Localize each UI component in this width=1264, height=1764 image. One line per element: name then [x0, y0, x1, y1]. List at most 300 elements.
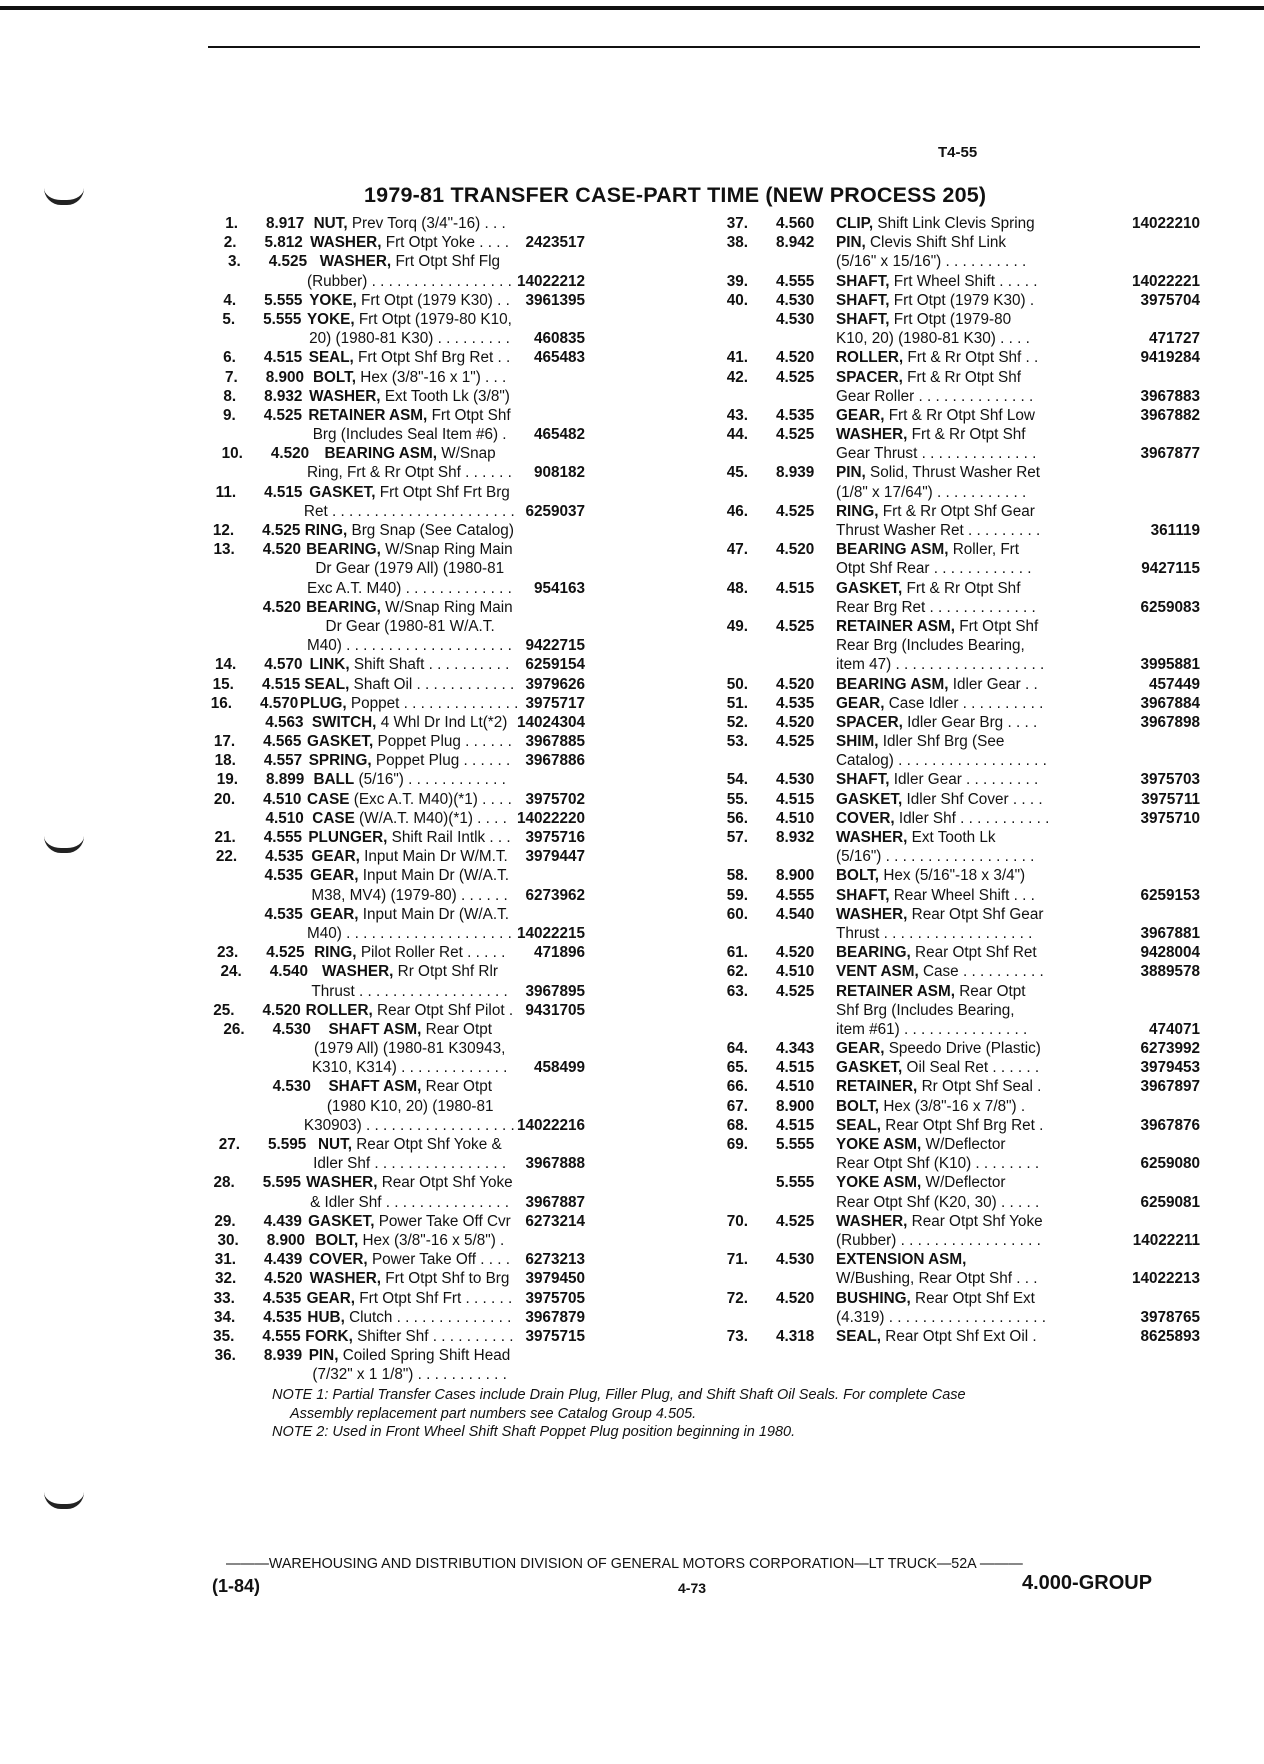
- part-name: GASKET,: [836, 1059, 903, 1077]
- part-description: [309, 291, 510, 310]
- item-number: [200, 579, 237, 598]
- part-name: SHAFT ASM,: [328, 1020, 422, 1038]
- item-number: [700, 444, 750, 463]
- top-border-bar: [0, 6, 1264, 10]
- part-name: RING,: [836, 502, 879, 520]
- item-number: [200, 1116, 236, 1135]
- group-number: [236, 502, 304, 521]
- part-description: [300, 694, 518, 713]
- group-number: 4.525: [776, 982, 815, 1000]
- part-description: [836, 636, 1100, 655]
- part-row: [200, 521, 585, 540]
- part-description: [836, 1250, 1100, 1269]
- part-name: GEAR,: [836, 694, 885, 712]
- part-name: LINK,: [309, 656, 350, 674]
- item-number: 31.: [214, 1251, 237, 1269]
- part-row: [200, 1058, 585, 1077]
- part-description: [836, 866, 1100, 885]
- part-detail: Coiled Spring Shift Head: [342, 1347, 511, 1365]
- part-name: BUSHING,: [836, 1289, 911, 1307]
- part-row: [700, 1058, 1200, 1077]
- group-number: 4.520: [776, 541, 815, 559]
- part-detail: Frt & Rr Otpt Shf: [911, 426, 1026, 444]
- part-detail: Frt Otpt Yoke . . . .: [385, 234, 509, 252]
- part-name: SWITCH,: [311, 713, 377, 731]
- group-number: 4.520: [264, 1270, 303, 1288]
- part-row: [700, 368, 1200, 387]
- item-number: 60.: [726, 905, 748, 923]
- group-number: 4.540: [776, 905, 815, 923]
- part-row: [200, 675, 585, 694]
- part-description: [836, 982, 1100, 1001]
- part-detail: (5/16") . . . . . . . . . . . . . . . . . .: [836, 848, 1035, 866]
- group-number: [245, 617, 325, 636]
- group-number: [240, 425, 313, 444]
- group-number: 4.530: [272, 1078, 311, 1096]
- group-number: 4.525: [263, 406, 302, 424]
- group-number: [750, 1001, 836, 1020]
- part-detail: Frt Otpt Shf Flg: [395, 253, 500, 271]
- item-number: 57.: [726, 829, 748, 846]
- part-description: [314, 1039, 505, 1058]
- part-row: [200, 636, 585, 655]
- part-description: [836, 751, 1100, 770]
- part-number: [1100, 1173, 1200, 1192]
- part-detail: (1979 All) (1980-81 K30943,: [314, 1040, 506, 1058]
- part-number: 3967877: [1140, 445, 1200, 463]
- part-row: [200, 387, 585, 406]
- part-number: 3975704: [1140, 291, 1200, 309]
- part-row: [700, 770, 1200, 789]
- part-description: [836, 943, 1100, 962]
- part-detail: Poppet Plug . . . . . .: [375, 752, 511, 770]
- part-detail: W/Snap: [441, 445, 496, 463]
- part-detail: Pilot Roller Ret . . . . .: [360, 944, 506, 962]
- item-number: 4.: [223, 291, 237, 309]
- group-number: 4.530: [776, 1251, 815, 1269]
- item-number: [700, 655, 750, 674]
- part-row: [200, 1289, 585, 1308]
- part-name: RETAINER ASM,: [836, 617, 955, 635]
- item-number: 42.: [726, 368, 748, 386]
- part-number: [500, 252, 585, 271]
- part-row: [200, 502, 585, 521]
- part-number: 460835: [533, 330, 585, 348]
- part-detail: Thrust . . . . . . . . . . . . . . . . . .: [836, 924, 1033, 942]
- part-row: [200, 1135, 585, 1154]
- group-number: 4.318: [776, 1327, 815, 1345]
- item-number: [700, 1193, 750, 1212]
- part-row: [200, 329, 585, 348]
- part-name: WASHER,: [836, 426, 908, 444]
- group-number: 4.525: [776, 502, 815, 520]
- part-name: ROLLER,: [836, 349, 904, 367]
- part-row: [700, 348, 1200, 367]
- part-row: [700, 655, 1200, 674]
- part-number: 6259083: [1140, 598, 1200, 616]
- item-number: [700, 636, 750, 655]
- part-row: [700, 233, 1200, 252]
- part-number: [512, 310, 585, 329]
- part-detail: (5/16") . . . . . . . . . . . .: [358, 771, 506, 789]
- item-number: 37.: [726, 215, 748, 232]
- part-number: [1100, 252, 1200, 271]
- item-number: 29.: [214, 1212, 236, 1230]
- group-number: 4.525: [776, 1212, 815, 1230]
- part-row: [700, 406, 1200, 425]
- part-row: [700, 732, 1200, 751]
- part-number: [1100, 866, 1200, 885]
- part-name: WASHER,: [836, 829, 908, 846]
- part-description: [313, 425, 507, 444]
- part-name: GEAR,: [310, 867, 359, 885]
- part-row: [700, 1039, 1200, 1058]
- group-number: [750, 483, 836, 502]
- item-number: 64.: [726, 1040, 748, 1058]
- part-name: BEARING ASM,: [836, 675, 949, 693]
- note-2: NOTE 2: Used in Front Wheel Shift Shaft Poppet Plug position beginning in 1980.: [272, 1424, 796, 1440]
- part-name: CASE: [312, 809, 355, 827]
- part-detail: Frt Otpt Shf Frt . . . . . .: [359, 1289, 513, 1307]
- group-number: 4.343: [776, 1040, 815, 1058]
- part-description: [836, 1212, 1100, 1231]
- part-detail: Frt Wheel Shift . . . . .: [893, 272, 1038, 290]
- part-number: 3995881: [1140, 656, 1200, 674]
- group-number: 4.535: [262, 1289, 302, 1307]
- part-number: [513, 540, 585, 559]
- part-number: 14022216: [516, 1116, 585, 1134]
- part-detail: & Idler Shf . . . . . . . . . . . . . . .: [310, 1193, 509, 1211]
- part-description: [310, 1269, 510, 1288]
- part-detail: W/Deflector: [925, 1174, 1006, 1192]
- item-number: [200, 636, 237, 655]
- part-row: [200, 1346, 585, 1365]
- part-description: [836, 1001, 1100, 1020]
- part-name: WASHER,: [309, 387, 381, 405]
- part-description: [836, 329, 1100, 348]
- part-description: [836, 272, 1100, 291]
- part-detail: Rear Otpt: [959, 982, 1026, 1000]
- part-number: 9419284: [1140, 349, 1200, 367]
- part-detail: Rr Otpt Shf Seal .: [921, 1078, 1042, 1096]
- part-name: WASHER,: [836, 1212, 908, 1230]
- part-number: [1100, 425, 1200, 444]
- part-number: 3967876: [1140, 1116, 1200, 1134]
- item-number: 18.: [214, 752, 236, 770]
- item-number: 71.: [726, 1251, 748, 1269]
- item-number: 30.: [217, 1231, 239, 1249]
- part-name: GASKET,: [306, 733, 374, 751]
- part-detail: Clevis Shift Shf Link: [870, 234, 1007, 252]
- group-number: [237, 924, 307, 943]
- part-row: [200, 1077, 585, 1096]
- part-detail: Frt Otpt (1979 K30) . .: [361, 291, 510, 309]
- group-number: [750, 751, 836, 770]
- part-name: GASKET,: [309, 483, 376, 501]
- part-number: 474071: [1148, 1020, 1200, 1038]
- part-name: SEAL,: [836, 1327, 882, 1345]
- part-row: [200, 1193, 585, 1212]
- part-name: SPACER,: [836, 713, 903, 731]
- item-number: 44.: [726, 426, 748, 444]
- part-number: 8625893: [1140, 1327, 1200, 1345]
- part-description: [836, 252, 1100, 271]
- part-detail: (7/32" x 1 1/8") . . . . . . . . . . .: [312, 1366, 507, 1384]
- part-row: [200, 1154, 585, 1173]
- part-name: BEARING ASM,: [836, 541, 949, 559]
- part-name: BOLT,: [315, 1231, 359, 1249]
- part-number: [509, 905, 585, 924]
- item-number: 73.: [726, 1327, 748, 1345]
- part-name: CLIP,: [836, 215, 874, 232]
- part-number: 3975705: [525, 1289, 585, 1307]
- group-number: 8.900: [776, 867, 815, 885]
- part-description: [836, 886, 1100, 905]
- part-row: [700, 252, 1200, 271]
- group-number: [241, 559, 316, 578]
- part-detail: Rear Otpt Shf Ext Oil .: [885, 1327, 1037, 1345]
- part-number: 471896: [533, 944, 586, 962]
- part-row: [200, 444, 585, 463]
- part-description: [836, 1077, 1100, 1096]
- part-row: [700, 1193, 1200, 1212]
- part-detail: Rear Otpt Shf (K10) . . . . . . . .: [836, 1155, 1040, 1173]
- part-detail: Frt Otpt (1979 K30) .: [893, 291, 1035, 309]
- group-number: [750, 521, 836, 540]
- item-number: 28.: [213, 1174, 235, 1192]
- part-detail: Hex (3/8"-16 x 7/8") .: [883, 1097, 1026, 1115]
- part-name: GEAR,: [310, 905, 359, 923]
- group-number: 4.563: [265, 713, 304, 731]
- part-row: [200, 962, 585, 981]
- part-description: [306, 598, 513, 617]
- part-row: [700, 1212, 1200, 1231]
- part-detail: (Rubber) . . . . . . . . . . . . . . . . .: [836, 1231, 1041, 1249]
- part-name: BEARING ASM,: [324, 445, 437, 463]
- part-row: [200, 598, 585, 617]
- part-row: [200, 847, 585, 866]
- part-name: SHAFT,: [836, 771, 890, 789]
- part-name: NUT,: [313, 215, 348, 232]
- part-detail: Solid, Thrust Washer Ret: [870, 464, 1041, 482]
- part-name: WASHER,: [319, 253, 392, 271]
- part-row: [200, 1001, 585, 1020]
- part-description: [836, 655, 1100, 674]
- item-number: [700, 1269, 750, 1288]
- part-description: [328, 1020, 491, 1039]
- group-number: 4.570: [259, 694, 299, 712]
- part-number: [492, 1020, 585, 1039]
- part-detail: Otpt Shf Rear . . . . . . . . . . . .: [836, 560, 1032, 578]
- part-description: [836, 905, 1100, 924]
- group-number: 4.555: [776, 886, 815, 904]
- item-number: [700, 483, 750, 502]
- group-number: 4.557: [263, 752, 303, 770]
- part-description: [311, 886, 507, 905]
- part-row: [200, 483, 585, 502]
- part-number: 6259153: [1140, 886, 1200, 904]
- part-name: NUT,: [318, 1136, 352, 1153]
- part-number: [513, 1173, 585, 1192]
- part-number: [494, 1097, 586, 1116]
- part-description: [310, 1193, 509, 1212]
- part-row: [700, 962, 1200, 981]
- item-number: 14.: [215, 656, 237, 674]
- part-row: [200, 406, 585, 425]
- part-detail: Rear Otpt Shf Ext: [915, 1289, 1035, 1307]
- part-detail: Rear Otpt Shf Yoke: [381, 1174, 513, 1192]
- item-number: 25.: [213, 1001, 235, 1019]
- part-row: [200, 368, 585, 387]
- part-number: 6259154: [525, 656, 585, 674]
- part-row: [700, 790, 1200, 809]
- part-row: [200, 905, 585, 924]
- part-row: [200, 425, 585, 444]
- part-description: [322, 962, 498, 981]
- part-name: BOLT,: [836, 867, 880, 885]
- group-number: [239, 1058, 312, 1077]
- part-row: [700, 1173, 1200, 1192]
- part-number: [1100, 1250, 1200, 1269]
- part-description: [307, 1308, 511, 1327]
- part-description: [307, 579, 512, 598]
- part-detail: (4.319) . . . . . . . . . . . . . . . . . . .: [836, 1308, 1046, 1326]
- part-detail: item #61) . . . . . . . . . . . . . . .: [836, 1020, 1028, 1038]
- item-number: [700, 1020, 750, 1039]
- part-name: BEARING,: [836, 944, 911, 962]
- group-number: 4.439: [263, 1212, 302, 1230]
- part-description: [836, 790, 1100, 809]
- part-number: 6273214: [525, 1212, 585, 1230]
- part-description: [836, 1097, 1100, 1116]
- part-detail: (1/8" x 17/64") . . . . . . . . . . .: [836, 483, 1027, 501]
- group-number: 8.932: [776, 829, 815, 846]
- group-number: [750, 1231, 836, 1250]
- part-row: [700, 982, 1200, 1001]
- part-number: [1100, 483, 1200, 502]
- part-number: 3975711: [1141, 790, 1200, 808]
- part-row: [700, 598, 1200, 617]
- part-row: [700, 847, 1200, 866]
- item-number: 38.: [726, 234, 748, 252]
- group-number: [237, 272, 307, 291]
- item-number: 8.: [223, 387, 237, 405]
- part-description: [304, 675, 514, 694]
- part-detail: 20) (1980-81 K30) . . . . . . . . .: [309, 330, 510, 348]
- part-number: 14022215: [516, 924, 585, 942]
- part-detail: Thrust Washer Ret . . . . . . . . .: [836, 522, 1041, 539]
- item-number: 68.: [726, 1116, 748, 1134]
- part-name: PIN,: [836, 234, 866, 252]
- footer-date: (1-84): [212, 1576, 261, 1596]
- item-number: [200, 272, 237, 291]
- part-name: PLUG,: [299, 694, 347, 712]
- part-number: 465482: [533, 426, 585, 444]
- part-detail: Brg (Includes Seal Item #6) .: [312, 426, 507, 444]
- part-detail: Oil Seal Ret . . . . . .: [906, 1059, 1040, 1077]
- part-name: VENT ASM,: [836, 963, 919, 981]
- part-detail: Frt Otpt (1979-80 K10,: [358, 310, 512, 328]
- part-detail: 4 Whl Dr Ind Lt(*2): [380, 713, 508, 731]
- part-name: GEAR,: [311, 848, 360, 866]
- part-row: [700, 387, 1200, 406]
- part-row: [700, 329, 1200, 348]
- part-detail: Hex (3/8"-16 x 1") . . .: [360, 368, 507, 386]
- item-number: 46.: [726, 502, 748, 520]
- part-detail: K30903) . . . . . . . . . . . . . . . . . .: [303, 1116, 515, 1134]
- part-number: [1100, 636, 1200, 655]
- part-row: [700, 444, 1200, 463]
- part-description: [836, 713, 1100, 732]
- group-number: [237, 463, 307, 482]
- part-description: [305, 1327, 513, 1346]
- item-number: 40.: [726, 291, 748, 309]
- part-row: [200, 1365, 585, 1384]
- part-number: 6273992: [1140, 1040, 1200, 1058]
- item-number: [700, 329, 750, 348]
- part-detail: M40) . . . . . . . . . . . . . . . . . . . .: [307, 637, 512, 655]
- part-description: [836, 1308, 1100, 1327]
- part-row: [700, 713, 1200, 732]
- part-description: [836, 425, 1100, 444]
- item-number: 11.: [215, 483, 237, 501]
- group-number: 4.535: [776, 406, 815, 424]
- part-row: [700, 866, 1200, 885]
- part-number: 954163: [533, 579, 585, 597]
- part-description: [836, 483, 1100, 502]
- group-number: 4.525: [776, 733, 815, 751]
- part-detail: (Exc A.T. M40)(*1) . . . .: [353, 790, 512, 808]
- part-row: [700, 905, 1200, 924]
- notes: [272, 1386, 966, 1442]
- part-detail: Poppet Plug . . . . . .: [377, 733, 512, 751]
- group-number: 4.510: [776, 1078, 815, 1096]
- binder-hole-mark: [44, 188, 84, 205]
- part-number: 14022211: [1132, 1231, 1200, 1249]
- group-number: 4.515: [776, 1059, 815, 1077]
- item-number: [700, 1231, 750, 1250]
- part-number: 3978765: [1140, 1308, 1200, 1326]
- part-description: [312, 1058, 508, 1077]
- item-number: [200, 886, 239, 905]
- item-number: [200, 1193, 238, 1212]
- item-number: [700, 598, 750, 617]
- group-number: 4.555: [262, 1327, 301, 1345]
- binder-hole-mark: [44, 1492, 84, 1509]
- part-description: [325, 444, 496, 463]
- group-number: 4.525: [776, 368, 815, 386]
- part-number: [1100, 847, 1200, 866]
- part-number: 3967897: [1140, 1078, 1200, 1096]
- part-detail: Frt & Rr Otpt Shf: [906, 579, 1021, 597]
- part-description: [309, 1346, 511, 1365]
- group-number: 4.520: [776, 944, 815, 962]
- part-detail: M38, MV4) (1979-80) . . . . . .: [311, 886, 508, 904]
- group-number: 4.510: [776, 809, 815, 827]
- part-name: GASKET,: [836, 790, 903, 808]
- item-number: 41.: [726, 349, 748, 367]
- part-detail: (Rubber) . . . . . . . . . . . . . . . . .: [307, 272, 512, 290]
- part-number: [510, 387, 585, 406]
- part-number: [1100, 617, 1200, 636]
- part-detail: Prev Torq (3/4"-16) . . .: [351, 215, 506, 232]
- part-row: [200, 272, 585, 291]
- part-name: SHAFT,: [836, 310, 890, 328]
- part-number: 6273213: [525, 1251, 585, 1269]
- part-name: GEAR,: [836, 406, 885, 424]
- item-number: 72.: [726, 1289, 748, 1307]
- group-number: 8.939: [263, 1347, 303, 1365]
